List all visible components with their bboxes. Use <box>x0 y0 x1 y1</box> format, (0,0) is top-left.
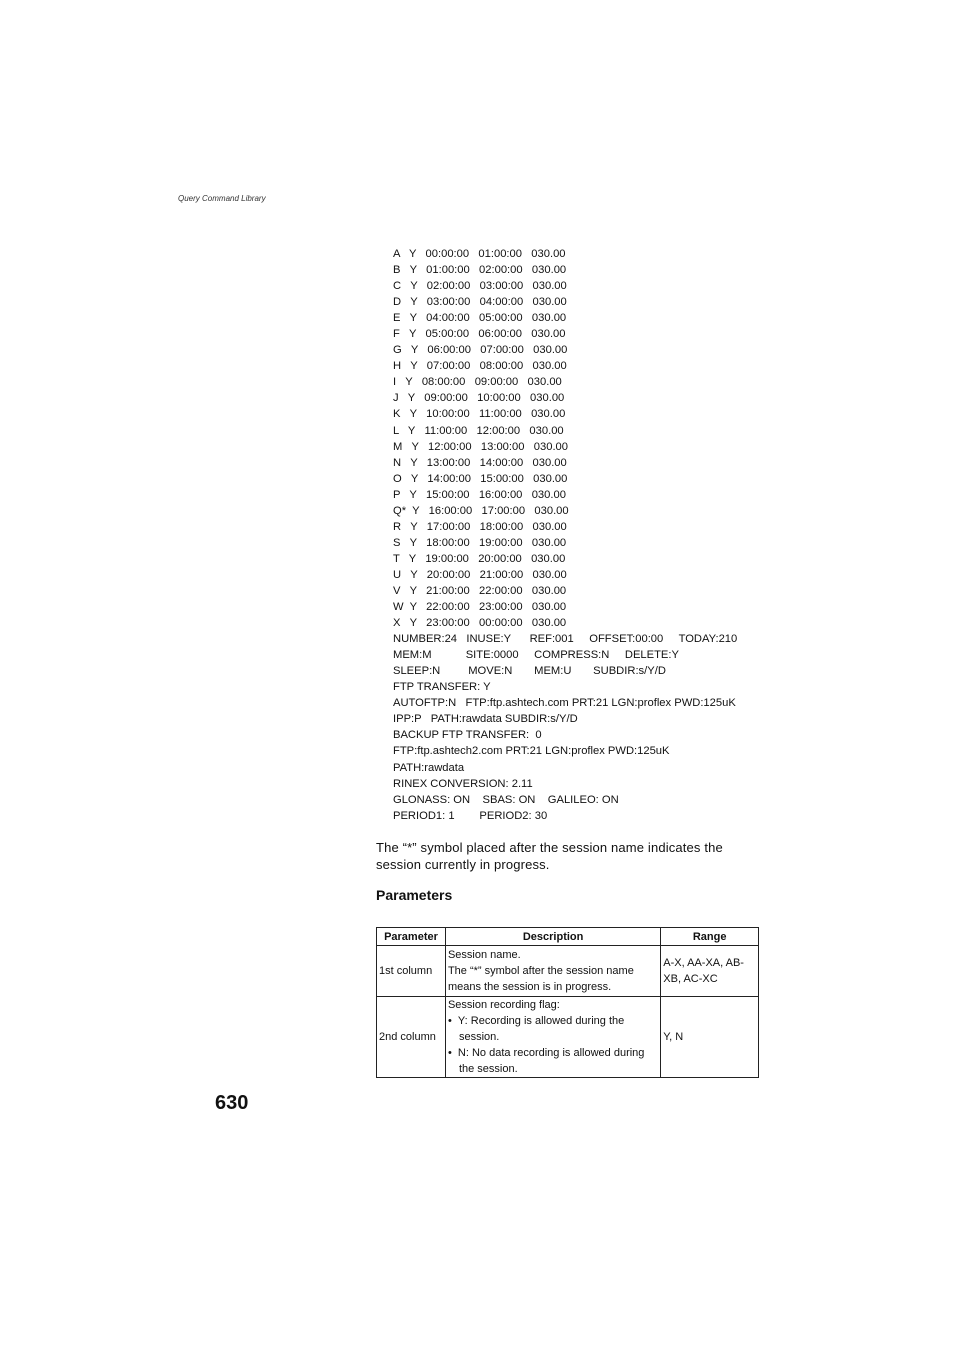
code-line: O Y 14:00:00 15:00:00 030.00 <box>393 472 568 485</box>
description-bullet: • N: No data recording is allowed during the session. <box>447 1047 645 1075</box>
description-cell <box>445 946 660 997</box>
table-row <box>377 997 759 1078</box>
parameters-heading: Parameters <box>376 887 453 903</box>
code-line: R Y 17:00:00 18:00:00 030.00 <box>393 520 567 533</box>
code-line: T Y 19:00:00 20:00:00 030.00 <box>393 552 566 565</box>
code-line: P Y 15:00:00 16:00:00 030.00 <box>393 488 566 501</box>
code-line: FTP TRANSFER: Y <box>393 681 491 694</box>
code-line: SLEEP:N MOVE:N MEM:U SUBDIR:s/Y/D <box>393 665 666 678</box>
description-line: The “*” symbol after the session name means the session is in progress. <box>447 965 634 993</box>
code-line: H Y 07:00:00 08:00:00 030.00 <box>393 360 567 373</box>
description-bullet: • Y: Recording is allowed during the session. <box>447 1015 625 1043</box>
code-line: PATH:rawdata <box>393 761 465 774</box>
code-line: E Y 04:00:00 05:00:00 030.00 <box>393 312 567 325</box>
code-line: C Y 02:00:00 03:00:00 030.00 <box>393 280 567 293</box>
table-header-row <box>377 928 759 946</box>
code-line: D Y 03:00:00 04:00:00 030.00 <box>393 296 567 309</box>
header-parameter: Parameter <box>377 928 446 946</box>
table-row <box>377 946 759 997</box>
code-line: N Y 13:00:00 14:00:00 030.00 <box>393 456 567 469</box>
code-line: BACKUP FTP TRANSFER: 0 <box>393 729 542 742</box>
code-line: FTP:ftp.ashtech2.com PRT:21 LGN:proflex PWD:125uK <box>393 745 670 758</box>
code-line: V Y 21:00:00 22:00:00 030.00 <box>393 584 567 597</box>
parameter-cell: 2nd column <box>377 997 446 1078</box>
command-output-block <box>393 246 737 824</box>
asterisk-note: The “*” symbol placed after the session name indicates the session currently in progress. <box>376 840 723 872</box>
header-range: Range <box>661 928 759 946</box>
code-line: J Y 09:00:00 10:00:00 030.00 <box>393 392 565 405</box>
page-number: 630 <box>215 1092 249 1114</box>
description-line: Session name. <box>447 949 521 961</box>
code-line: W Y 22:00:00 23:00:00 030.00 <box>393 601 567 614</box>
code-line: K Y 10:00:00 11:00:00 030.00 <box>393 408 566 421</box>
code-line: RINEX CONVERSION: 2.11 <box>393 777 533 790</box>
code-line: AUTOFTP:N FTP:ftp.ashtech.com PRT:21 LGN:proflex PWD:125uK <box>393 697 736 710</box>
code-line: G Y 06:00:00 07:00:00 030.00 <box>393 344 568 357</box>
range-cell: A-X, AA-XA, AB-XB, AC-XC <box>661 946 759 997</box>
code-line: L Y 11:00:00 12:00:00 030.00 <box>393 424 564 437</box>
description-cell <box>445 997 660 1078</box>
code-line: PERIOD1: 1 PERIOD2: 30 <box>393 809 548 822</box>
code-line: A Y 00:00:00 01:00:00 030.00 <box>393 248 566 260</box>
parameter-cell: 1st column <box>377 946 446 997</box>
range-cell: Y, N <box>661 997 759 1078</box>
code-line: S Y 18:00:00 19:00:00 030.00 <box>393 536 567 549</box>
parameters-table <box>376 927 759 1078</box>
bullet-text: Y: Recording is allowed during the session. <box>457 1015 625 1043</box>
code-line: F Y 05:00:00 06:00:00 030.00 <box>393 328 566 341</box>
code-line: IPP:P PATH:rawdata SUBDIR:s/Y/D <box>393 713 578 726</box>
code-line: I Y 08:00:00 09:00:00 030.00 <box>393 376 562 389</box>
header-description: Description <box>445 928 660 946</box>
code-line: NUMBER:24 INUSE:Y REF:001 OFFSET:00:00 TODAY:210 <box>393 633 738 646</box>
description-line: Session recording flag: <box>447 999 560 1011</box>
code-line: U Y 20:00:00 21:00:00 030.00 <box>393 568 567 581</box>
code-line: B Y 01:00:00 02:00:00 030.00 <box>393 264 567 277</box>
code-line: X Y 23:00:00 00:00:00 030.00 <box>393 617 567 630</box>
code-line: GLONASS: ON SBAS: ON GALILEO: ON <box>393 793 619 806</box>
code-line: Q* Y 16:00:00 17:00:00 030.00 <box>393 504 569 517</box>
bullet-text: N: No data recording is allowed during the session. <box>457 1047 645 1075</box>
code-line: M Y 12:00:00 13:00:00 030.00 <box>393 440 568 453</box>
code-line: MEM:M SITE:0000 COMPRESS:N DELETE:Y <box>393 649 679 662</box>
running-header: Query Command Library <box>178 194 266 203</box>
